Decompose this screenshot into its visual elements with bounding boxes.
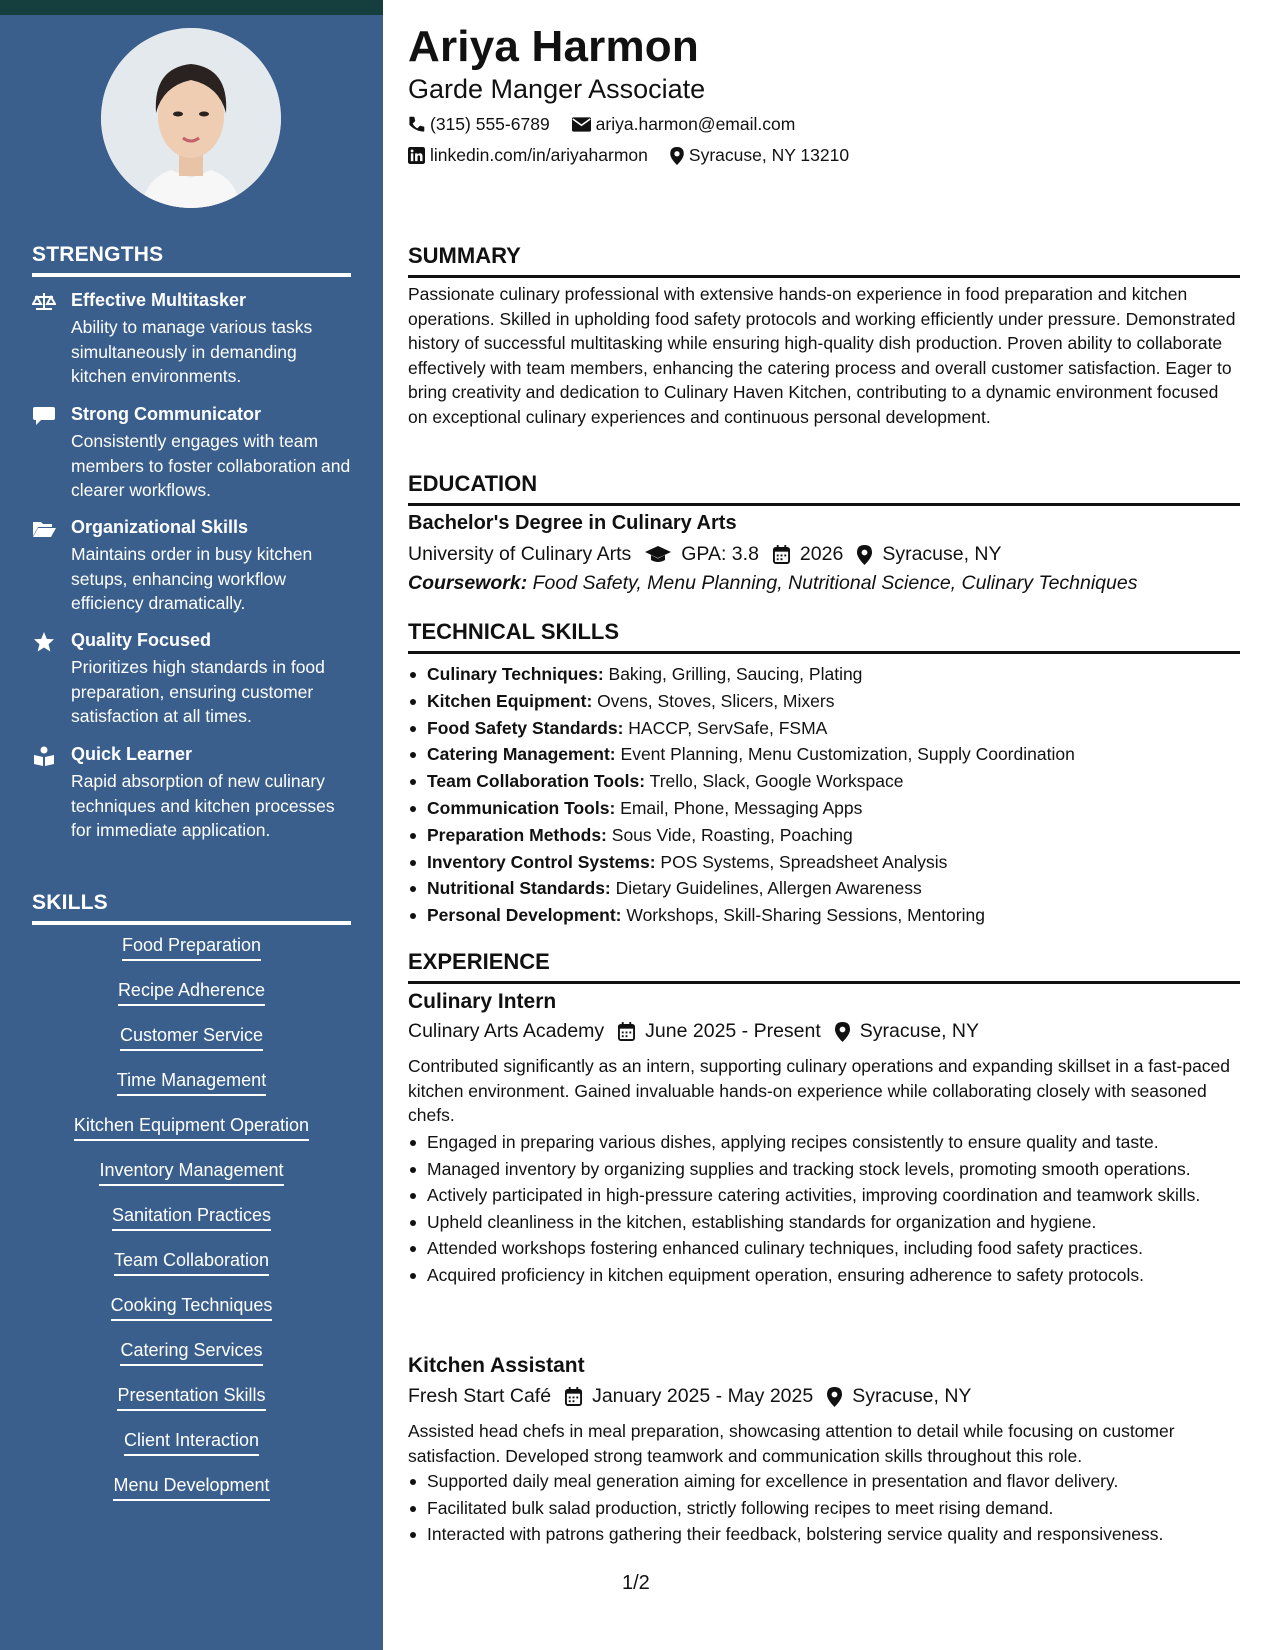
- list-item: Culinary Techniques: Baking, Grilling, Saucing, Plating: [408, 662, 1240, 687]
- strength-desc: Rapid absorption of new culinary techniques and kitchen processes for immediate application.: [71, 771, 335, 840]
- list-item: Inventory Control Systems: POS Systems, Spreadsheet Analysis: [408, 850, 1240, 875]
- candidate-title: Garde Manger Associate: [408, 74, 706, 104]
- coursework-label: Coursework:: [408, 572, 528, 594]
- job-title: Kitchen Assistant: [408, 1354, 585, 1377]
- phone-icon: [408, 116, 425, 133]
- strength-desc: Consistently engages with team members to foster collaboration and clearer workflows.: [71, 431, 351, 500]
- location-text: Syracuse, NY 13210: [688, 145, 850, 165]
- job-location: Syracuse, NY: [852, 1385, 972, 1407]
- strength-title: Organizational Skills: [71, 517, 249, 537]
- candidate-name: Ariya Harmon: [408, 22, 699, 71]
- skill-tag: Recipe Adherence: [118, 980, 265, 1006]
- company-name: Fresh Start Café: [408, 1385, 552, 1407]
- avatar: [101, 28, 281, 208]
- graduation-cap-icon: [645, 546, 671, 564]
- strength-title: Quick Learner: [71, 744, 193, 764]
- job-dates: June 2025 - Present: [645, 1020, 821, 1042]
- skill-tag: Menu Development: [113, 1475, 269, 1501]
- speech-bubble-icon: [32, 406, 56, 426]
- job-meta: [408, 1385, 985, 1408]
- list-item: Team Collaboration Tools: Trello, Slack, Google Workspace: [408, 769, 1240, 794]
- list-item: Attended workshops fostering enhanced culinary techniques, including food safety practices.: [408, 1236, 1240, 1261]
- linkedin-text[interactable]: linkedin.com/in/ariyaharmon: [430, 145, 648, 165]
- skills-list: [32, 935, 351, 1520]
- skill-tag: Time Management: [117, 1070, 266, 1096]
- contact-row: [408, 145, 871, 166]
- list-item: Engaged in preparing various dishes, applying recipes consistently to ensure quality and taste.: [408, 1130, 1240, 1155]
- map-pin-icon: [670, 147, 684, 165]
- sidebar: [0, 0, 383, 1650]
- list-item: Catering Management: Event Planning, Menu Customization, Supply Coordination: [408, 742, 1240, 767]
- skill-tag: Client Interaction: [124, 1430, 259, 1456]
- list-item: Facilitated bulk salad production, strictly following recipes to meet rising demand.: [408, 1496, 1240, 1521]
- list-item: Actively participated in high-pressure catering activities, improving coordination and teamwork skills.: [408, 1183, 1240, 1208]
- skill-tag: Presentation Skills: [117, 1385, 265, 1411]
- list-item: Personal Development: Workshops, Skill-Sharing Sessions, Mentoring: [408, 903, 1240, 928]
- degree-title: Bachelor's Degree in Culinary Arts: [408, 512, 737, 534]
- technical-skills-list: [408, 662, 1240, 930]
- strength-title: Effective Multitasker: [71, 290, 247, 310]
- graduation-year: 2026: [799, 543, 844, 565]
- contact-row: [408, 114, 817, 135]
- map-pin-icon: [827, 1387, 842, 1407]
- skill-tag: Cooking Techniques: [111, 1295, 273, 1321]
- book-reader-icon: [32, 746, 56, 766]
- star-icon: [32, 632, 56, 652]
- job-meta: [408, 1020, 993, 1043]
- job-summary: Assisted head chefs in meal preparation, showcasing attention to detail while focusing on customer satisfaction. Developed strong teamwork and communication skills throughout this role.: [408, 1421, 1175, 1466]
- school-name: University of Culinary Arts: [408, 543, 632, 565]
- list-item: Nutritional Standards: Dietary Guidelines, Allergen Awareness: [408, 876, 1240, 901]
- envelope-icon: [572, 117, 591, 132]
- strength-desc: Ability to manage various tasks simultaneously in demanding kitchen environments.: [71, 317, 313, 386]
- calendar-icon: [773, 545, 790, 564]
- experience-heading: EXPERIENCE: [408, 949, 1240, 984]
- education-heading: EDUCATION: [408, 471, 1240, 506]
- education-meta: [408, 543, 1016, 566]
- linkedin-contact[interactable]: [408, 145, 648, 166]
- map-pin-icon: [857, 545, 872, 565]
- job-dates: January 2025 - May 2025: [592, 1385, 814, 1407]
- job-title: Culinary Intern: [408, 990, 557, 1013]
- location-contact: [670, 145, 849, 166]
- strength-title: Strong Communicator: [71, 404, 262, 424]
- skill-tag: Catering Services: [120, 1340, 262, 1366]
- map-pin-icon: [835, 1022, 850, 1042]
- list-item: Managed inventory by organizing supplies and tracking stock levels, promoting smooth operations.: [408, 1157, 1240, 1182]
- skill-tag: Customer Service: [120, 1025, 263, 1051]
- email-text[interactable]: ariya.harmon@email.com: [595, 114, 796, 134]
- linkedin-icon: [408, 147, 425, 164]
- folder-open-icon: [32, 519, 56, 539]
- email-contact[interactable]: [572, 114, 796, 135]
- strength-desc: Prioritizes high standards in food preparation, ensuring customer satisfaction at all times.: [71, 657, 325, 726]
- coursework-line: [408, 572, 1137, 595]
- skill-tag: Food Preparation: [122, 935, 261, 961]
- skill-tag: Sanitation Practices: [112, 1205, 271, 1231]
- list-item: Supported daily meal generation aiming for excellence in presentation and flavor delivery.: [408, 1469, 1240, 1494]
- balance-scale-icon: [32, 292, 56, 312]
- education-location: Syracuse, NY: [882, 543, 1002, 565]
- page-number: 1/2: [622, 1572, 650, 1594]
- coursework-list: Food Safety, Menu Planning, Nutritional Science, Culinary Techniques: [532, 572, 1138, 594]
- list-item: Interacted with patrons gathering their feedback, bolstering service quality and responsiveness.: [408, 1522, 1240, 1547]
- list-item: Acquired proficiency in kitchen equipment operation, ensuring adherence to safety protocols.: [408, 1263, 1240, 1288]
- summary-heading: SUMMARY: [408, 243, 1240, 278]
- list-item: Upheld cleanliness in the kitchen, establishing standards for organization and hygiene.: [408, 1210, 1240, 1235]
- phone-contact: [408, 114, 550, 135]
- list-item: Preparation Methods: Sous Vide, Roasting, Poaching: [408, 823, 1240, 848]
- gpa: GPA: 3.8: [681, 543, 759, 565]
- list-item: Communication Tools: Email, Phone, Messaging Apps: [408, 796, 1240, 821]
- job-summary: Contributed significantly as an intern, supporting culinary operations and expanding skillset in a fast-paced kitchen environment. Gained invaluable hands-on experience while collaborating closely with seasoned chefs.: [408, 1056, 1231, 1125]
- skill-tag: Kitchen Equipment Operation: [74, 1115, 309, 1141]
- calendar-icon: [618, 1022, 635, 1041]
- sidebar-top-band: [0, 0, 383, 15]
- list-item: Food Safety Standards: HACCP, ServSafe, FSMA: [408, 716, 1240, 741]
- strength-desc: Maintains order in busy kitchen setups, enhancing workflow efficiency dramatically.: [71, 544, 313, 613]
- technical-skills-heading: TECHNICAL SKILLS: [408, 619, 1240, 654]
- job-location: Syracuse, NY: [859, 1020, 980, 1042]
- strengths-heading: STRENGTHS: [32, 243, 351, 277]
- phone-text: (315) 555-6789: [430, 114, 550, 134]
- company-name: Culinary Arts Academy: [408, 1020, 605, 1042]
- calendar-icon: [565, 1387, 582, 1406]
- job-bullets: [408, 1130, 1240, 1287]
- job-bullets: [408, 1469, 1240, 1547]
- summary-text: Passionate culinary professional with extensive hands-on experience in food preparation and kitchen operations. Skilled in upholding food safety protocols and working efficiently under pressure. Demonstrated history of successful multitasking while ensuring high-quality dish production. Proven ability to collaborate effectively with team members, enhancing the catering process and overall customer satisfaction. Eager to bring creativity and dedication to Culinary Haven Kitchen, contributing to a dynamic environment focused on exceptional culinary experiences and continuous personal development.: [408, 284, 1236, 427]
- skills-heading: SKILLS: [32, 891, 351, 925]
- skill-tag: Team Collaboration: [114, 1250, 269, 1276]
- strength-title: Quality Focused: [71, 630, 212, 650]
- list-item: Kitchen Equipment: Ovens, Stoves, Slicers, Mixers: [408, 689, 1240, 714]
- skill-tag: Inventory Management: [99, 1160, 283, 1186]
